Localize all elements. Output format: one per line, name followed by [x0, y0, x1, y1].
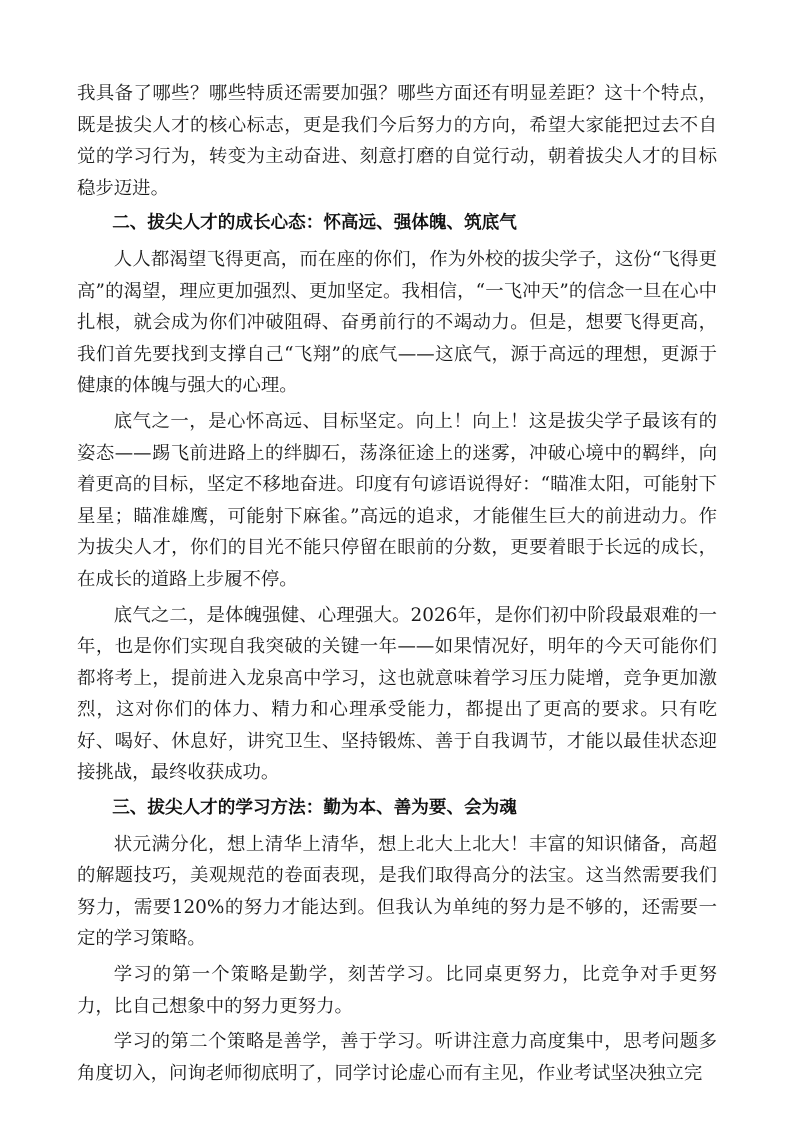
paragraph: 学习的第二个策略是善学，善于学习。听讲注意力高度集中，思考问题多角度切入，问询老师彻底明了，同学讨论虚心而有主见，作业考试坚决独立完 — [77, 1031, 717, 1084]
paragraph-continued: 我具备了哪些？哪些特质还需要加强？哪些方面还有明显差距？这十个特点，既是拔尖人才的核心标志，更是我们今后努力的方向，希望大家能把过去不自觉的学习行为，转变为主动奋进、刻意打磨的自觉行动，朝着拔尖人才的目标稳步迈进。 — [77, 83, 717, 199]
paragraph: 人人都渴望飞得更高，而在座的你们，作为外校的拔尖学子，这份“飞得更高”的渴望，理应更加强烈、更加坚定。我相信，“一飞冲天”的信念一旦在心中扎根，就会成为你们冲破阻碍、奋勇前行的不竭动力。但是，想要飞得更高，我们首先要找到支撑自己“飞翔”的底气——这底气，源于高远的理想，更源于健康的体魄与强大的心理。 — [77, 248, 717, 397]
section-heading-2: 二、拔尖人才的成长心态：怀高远、强体魄、筑底气 — [112, 213, 517, 234]
paragraph: 底气之一，是心怀高远、目标坚定。向上！向上！这是拔尖学子最该有的姿态——踢飞前进路上的绊脚石，荡涤征途上的迷雾，冲破心境中的羁绊，向着更高的目标，坚定不移地奋进。印度有句谚语说得好：“瞄准太阳，可能射下星星；瞄准雄鹰，可能射下麻雀。”高远的追求，才能催生巨大的前进动力。作为拔尖人才，你们的目光不能只停留在眼前的分数，更要着眼于长远的成长，在成长的道路上步履不停。 — [77, 410, 717, 590]
section-heading-3: 三、拔尖人才的学习方法：勤为本、善为要、会为魂 — [112, 798, 517, 819]
paragraph: 底气之二，是体魄强健、心理强大。2026年，是你们初中阶段最艰难的一年，也是你们实现自我突破的关键一年——如果情况好，明年的今天可能你们都将考上，提前进入龙泉高中学习，这也就意味着学习压力陡增，竞争更加激烈，这对你们的体力、精力和心理承受能力，都提出了更高的要求。只有吃好、喝好、休息好，讲究卫生、坚持锻炼、善于自我调节，才能以最佳状态迎接挑战，最终收获成功。 — [77, 604, 717, 784]
paragraph: 学习的第一个策略是勤学，刻苦学习。比同桌更努力，比竞争对手更努力，比自己想象中的努力更努力。 — [77, 964, 717, 1017]
document-body — [77, 78, 717, 1093]
paragraph: 状元满分化，想上清华上清华，想上北大上北大！丰富的知识储备，高超的解题技巧，美观规范的卷面表现，是我们取得高分的法宝。这当然需要我们努力，需要120%的努力才能达到。但我认为单纯的努力是不够的，还需要一定的学习策略。 — [77, 833, 717, 950]
